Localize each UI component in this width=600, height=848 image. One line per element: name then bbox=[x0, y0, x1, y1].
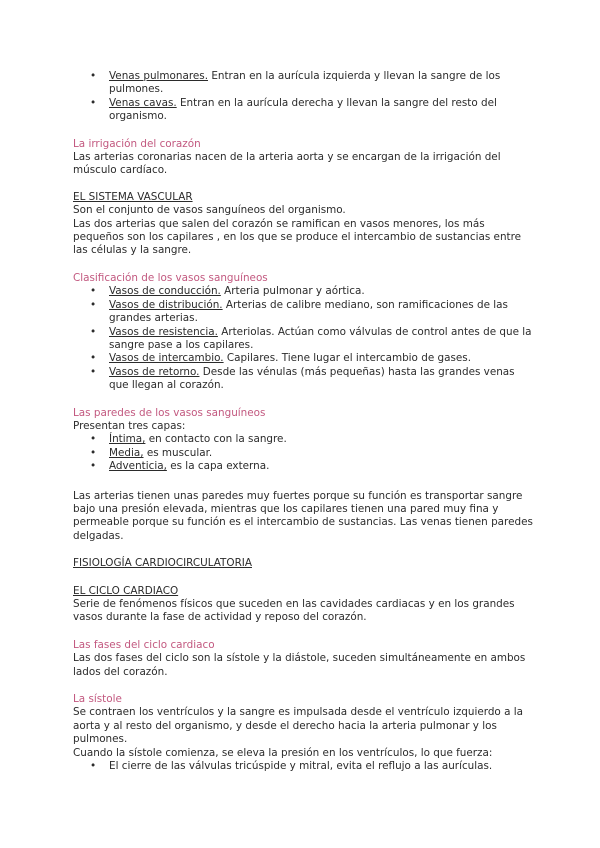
paredes-intro: Presentan tres capas: bbox=[73, 419, 186, 432]
definition: Entran en la aurícula izquierda y llevan la sangre de los pulmones. bbox=[109, 70, 501, 96]
term: Venas pulmonares. bbox=[109, 70, 209, 82]
term: Vasos de resistencia. bbox=[109, 325, 218, 338]
fisiologia-heading: FISIOLOGÍA CARDIOCIRCULATORIA bbox=[73, 557, 252, 570]
sistema-vascular-paragraph: Son el conjunto de vasos sanguíneos del organismo. bbox=[73, 204, 346, 217]
fases-heading: Las fases del ciclo cardiaco bbox=[73, 638, 215, 651]
list-item bbox=[73, 760, 533, 773]
list-item bbox=[73, 366, 533, 393]
term: Venas cavas. bbox=[109, 96, 177, 109]
irrigacion-heading: La irrigación del corazón bbox=[73, 137, 201, 150]
definition: Arteriolas. Actúan como válvulas de control antes de que la sangre pase a los capilares. bbox=[109, 325, 532, 351]
term: Media, bbox=[109, 446, 144, 459]
clasificacion-list bbox=[73, 285, 533, 392]
term: Vasos de distribución. bbox=[109, 298, 223, 311]
list-item bbox=[73, 352, 533, 365]
list-item bbox=[73, 70, 533, 97]
sistole-list bbox=[73, 760, 533, 773]
definition: en contacto con la sangre. bbox=[145, 433, 287, 446]
list-item bbox=[73, 97, 533, 124]
term: Íntima, bbox=[109, 433, 146, 446]
definition: El cierre de las válvulas tricúspide y mitral, evita el reflujo a las aurículas. bbox=[109, 760, 493, 773]
term: Adventicia, bbox=[109, 460, 167, 473]
sistole-paragraph: Se contraen los ventrículos y la sangre es impulsada desde el ventrículo izquierdo a la aorta y al resto del organismo, y desde el derecho hacia la arteria pulmonar y los pulmones. bbox=[73, 706, 524, 746]
definition: Desde las vénulas (más pequeñas) hasta las grandes venas que llegan al corazón. bbox=[109, 365, 515, 392]
sistole-paragraph: Cuando la sístole comienza, se eleva la presión en los ventrículos, lo que fuerza: bbox=[73, 746, 493, 759]
definition: es muscular. bbox=[143, 446, 213, 459]
definition: Arterias de calibre mediano, son ramificaciones de las grandes arterias. bbox=[109, 298, 508, 325]
list-item bbox=[73, 447, 533, 460]
list-item bbox=[73, 285, 533, 298]
ciclo-heading: EL CICLO CARDIACO bbox=[73, 584, 179, 597]
clasificacion-heading: Clasificación de los vasos sanguíneos bbox=[73, 271, 268, 284]
definition: Arteria pulmonar y aórtica. bbox=[220, 285, 365, 298]
term: Vasos de intercambio. bbox=[109, 352, 224, 365]
term: Vasos de retorno. bbox=[109, 365, 200, 378]
paredes-heading: Las paredes de los vasos sanguíneos bbox=[73, 406, 266, 419]
definition: es la capa externa. bbox=[166, 460, 270, 473]
irrigacion-text: Las arterias coronarias nacen de la arteria aorta y se encargan de la irrigación del músculo cardíaco. bbox=[73, 151, 501, 177]
fases-text: Las dos fases del ciclo son la sístole y la diástole, suceden simultáneamente en ambos lados del corazón. bbox=[73, 652, 526, 678]
list-item bbox=[73, 433, 533, 446]
sistema-vascular-paragraph: Las dos arterias que salen del corazón se ramifican en vasos menores, los más pequeños son los capilares , en los que se produce el intercambio de sustancias entre las células y la sangre. bbox=[73, 217, 522, 257]
document-content bbox=[73, 70, 533, 773]
sistole-heading: La sístole bbox=[73, 693, 122, 706]
capas-list bbox=[73, 433, 533, 473]
list-item bbox=[73, 460, 533, 473]
term: Vasos de conducción. bbox=[109, 285, 221, 298]
definition: Capilares. Tiene lugar el intercambio de gases. bbox=[223, 352, 471, 365]
definition: Entran en la aurícula derecha y llevan la sangre del resto del organismo. bbox=[109, 96, 497, 123]
ciclo-text: Serie de fenómenos físicos que suceden en las cavidades cardiacas y en los grandes vasos durante la fase de actividad y reposo del corazón. bbox=[73, 598, 515, 624]
venas-list bbox=[73, 70, 533, 124]
list-item bbox=[73, 299, 533, 326]
list-item bbox=[73, 326, 533, 353]
sistema-vascular-heading: EL SISTEMA VASCULAR bbox=[73, 190, 193, 203]
paredes-paragraph: Las arterias tienen unas paredes muy fuertes porque su función es transportar sangre bajo una presión elevada, mientras que los capilares tienen una pared muy fina y permeable porque su función es el intercambio de sustancias. Las venas tienen paredes delgadas. bbox=[73, 489, 533, 542]
